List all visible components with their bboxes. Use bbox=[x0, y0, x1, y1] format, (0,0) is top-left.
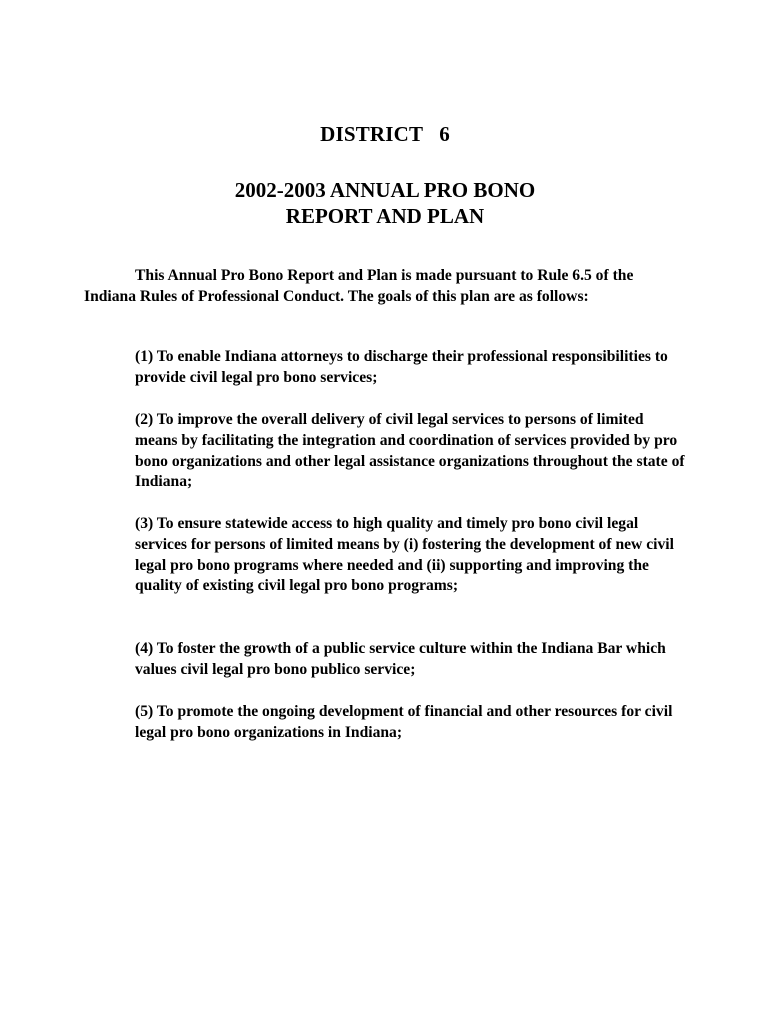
report-title-line-2: REPORT AND PLAN bbox=[285, 204, 485, 228]
report-title-line-1: 2002-2003 ANNUAL PRO BONO bbox=[234, 178, 536, 202]
goal-1-paragraph: (1) To enable Indiana attorneys to discharge their professional responsibilities to provide civil legal pro bono services; bbox=[135, 348, 668, 386]
goal-4-paragraph: (4) To foster the growth of a public service culture within the Indiana Bar which values civil legal pro bono publico service; bbox=[135, 640, 666, 678]
goal-3-paragraph: (3) To ensure statewide access to high quality and timely pro bono civil legal services for persons of limited means by (i) fostering the development of new civil legal pro bono programs where needed and (ii) supporting and improving the quality of existing civil legal pro bono programs; bbox=[135, 515, 674, 595]
intro-paragraph: This Annual Pro Bono Report and Plan is made pursuant to Rule 6.5 of the Indiana Rules of Professional Conduct. The goals of this plan are as follows: bbox=[84, 267, 634, 305]
goal-5-paragraph: (5) To promote the ongoing development of financial and other resources for civil legal pro bono organizations in Indiana; bbox=[135, 703, 673, 741]
goal-2-paragraph: (2) To improve the overall delivery of civil legal services to persons of limited means by facilitating the integration and coordination of services provided by pro bono organizations and other legal assistance organizations throughout the state of Indiana; bbox=[135, 411, 685, 491]
district-heading: DISTRICT 6 bbox=[320, 122, 450, 146]
